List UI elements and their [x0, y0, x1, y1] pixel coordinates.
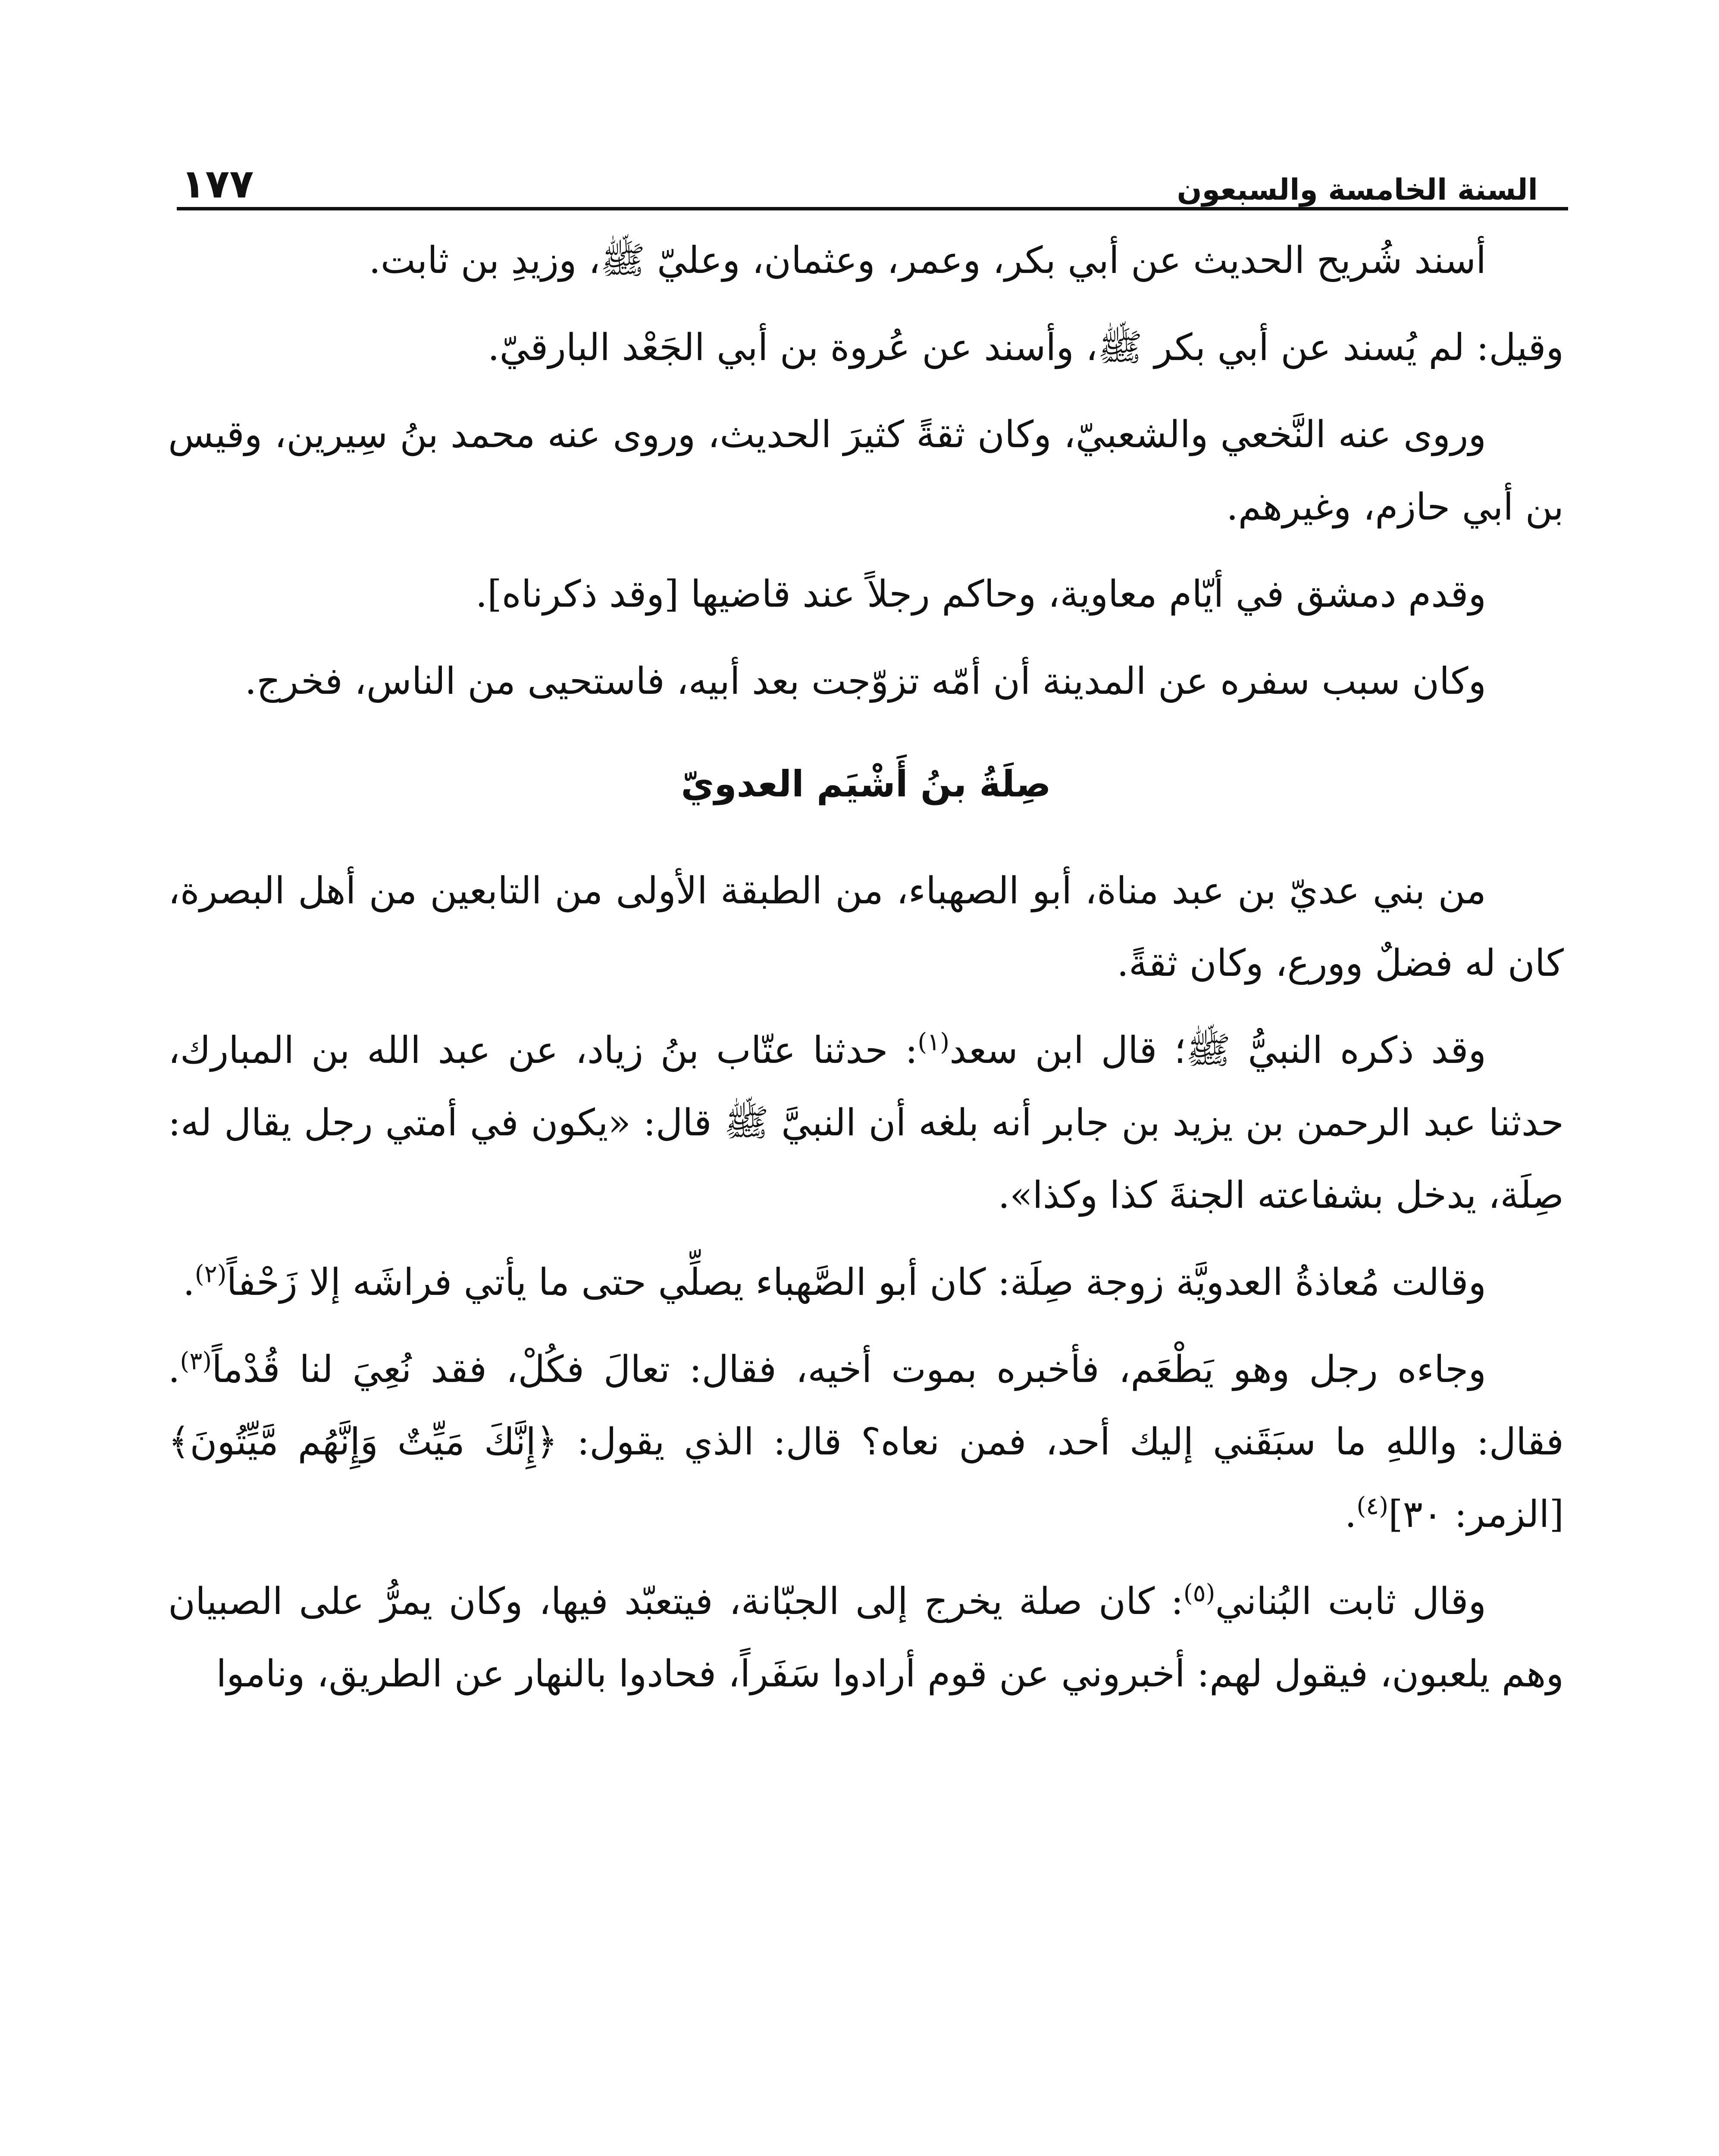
footnote-ref: (١)	[917, 1028, 950, 1056]
paragraph-text: .	[1344, 1493, 1357, 1536]
paragraph-text: وقد ذكره النبيُّ ﷺ؛ قال ابن سعد	[949, 1029, 1487, 1072]
footnote-ref: (٣)	[180, 1347, 212, 1376]
paragraph: أسند شُريح الحديث عن أبي بكر، وعمر، وعثمان، وعليّ ﷺ، وزيدِ بن ثابت.	[369, 239, 1486, 282]
header-rule	[177, 207, 1568, 210]
paragraph	[168, 1014, 1564, 1232]
section-heading: صِلَةُ بنُ أَشْيَم العدويّ	[681, 763, 1051, 805]
footnote-ref: (٥)	[1183, 1579, 1215, 1608]
paragraph-text: وجاءه رجل وهو يَطْعَم، فأخبره بموت أخيه، فقال: تعالَ فكُلْ، فقد نُعِيَ لنا قُدْماً	[212, 1348, 1486, 1391]
running-head	[181, 142, 1538, 207]
paragraph: وكان سبب سفره عن المدينة أن أمّه تزوّجت بعد أبيه، فاستحيى من الناس، فخرج.	[244, 660, 1486, 703]
paragraph-text: وقالت مُعاذةُ العدويَّة زوجة صِلَة: كان أبو الصَّهباء يصلِّي حتى ما يأتي فراشَه إلا زَحْفاً	[226, 1261, 1486, 1304]
footnote-ref: (٢)	[194, 1260, 227, 1288]
page-number: ١٧٧	[181, 161, 254, 207]
paragraph-text: : كان صلة يخرج إلى الجبّانة، فيتعبّد فيها، وكان يمرُّ على الصبيان وهم يلعبون، فيقول لهم: أخبروني عن قوم أرادوا سَفَراً، فحادوا بالنهار عن الطريق، وناموا	[168, 1580, 1564, 1695]
paragraph-text: . فقال: واللهِ ما سبَقَني إليك أحد، فمن نعاه؟ قال: الذي يقول: ﴿إِنَّكَ مَيِّتٌ وَإِنَّهُم مَّيِّتُونَ﴾[الزمر: ٣٠]	[168, 1348, 1564, 1536]
paragraph	[168, 1333, 1564, 1551]
footnote-ref: (٤)	[1356, 1492, 1389, 1520]
paragraph: وروى عنه النَّخعي والشعبيّ، وكان ثقةً كثيرَ الحديث، وروى عنه محمد بنُ سِيرين، وقيس بن أبي حازم، وغيرهم.	[168, 413, 1564, 529]
paragraph: من بني عديّ بن عبد مناة، أبو الصهباء، من الطبقة الأولى من التابعين من أهل البصرة، كان له فضلٌ وورع، وكان ثقةً.	[168, 869, 1564, 985]
paragraph: وقدم دمشق في أيّام معاوية، وحاكم رجلاً عند قاضيها [وقد ذكرناه].	[475, 573, 1486, 616]
running-head-title: السنة الخامسة والسبعون	[1177, 173, 1538, 207]
paragraph-text: : حدثنا عتّاب بنُ زياد، عن عبد الله بن المبارك، حدثنا عبد الرحمن بن يزيد بن جابر أنه بلغه أن النبيَّ ﷺ قال: «يكون في أمتي رجل يقال له: صِلَة، يدخل بشفاعته الجنةَ كذا وكذا».	[168, 1029, 1564, 1217]
main-text	[168, 224, 1564, 1725]
paragraph-text: وقال ثابت البُناني	[1215, 1580, 1486, 1623]
paragraph	[168, 1246, 1564, 1319]
paragraph	[168, 1565, 1564, 1710]
paragraph-text: .	[183, 1261, 195, 1304]
paragraph: وقيل: لم يُسند عن أبي بكر ﷺ، وأسند عن عُروة بن أبي الجَعْد البارقيّ.	[488, 326, 1564, 369]
